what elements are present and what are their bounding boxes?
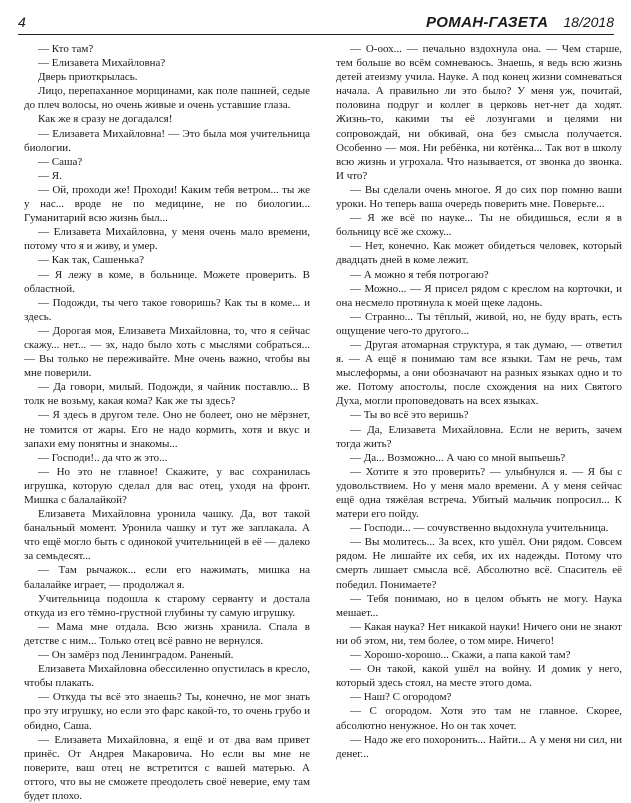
paragraph: — Какая наука? Нет никакой науки! Ничего они не знают ни об этом, ни, тем более, о том мире. Ничего! (336, 620, 622, 647)
paragraph: — Я. (38, 169, 62, 182)
paragraph: — Кто там? (38, 43, 94, 55)
paragraph: — Странно... Ты тёплый, живой, но, не буду врать, есть ощущение чего-то другого... (336, 310, 622, 337)
paragraph: — Саша? (38, 155, 83, 168)
page-number: 4 (18, 14, 26, 30)
paragraph: — Я же всё по науке... Ты не обидишься, если я в больницу всё же схожу... (336, 212, 622, 239)
right-column (336, 42, 622, 761)
paragraph: — Господи... — сочувственно выдохнула учительница. (350, 522, 609, 535)
paragraph: — О-оох... — печально вздохнула она. — Чем старше, тем больше во всём сомневаюсь. Знаешь, я ведь всю жизнь детей атеизму учила. Науке. А под конец жизни сомневаться начала. А правильно ли это было? У меня уж, почитай, половина подруг и коллег в церковь нет-нет да ходят. Жизнь-то, какими ты её лозунгами и целями ни сопровождай, ни обкивай, она без смысла получается. Особенно — моя. Ни ребёнка, ни котёнка... Так вот в школу всю жизнь и угрохала. Что называется, от звонка до звонка. И что? (336, 43, 622, 182)
paragraph: — Наш? С огородом? (350, 691, 452, 704)
paragraph: — Господи!.. да что ж это... (38, 451, 168, 464)
issue-number: 18/2018 (563, 14, 614, 30)
paragraph: — Елизавета Михайловна, у меня очень мало времени, потому что я и живу, и умер. (24, 226, 310, 253)
paragraph: — Ты во всё это веришь? (350, 409, 469, 422)
paragraph: — Да... Возможно... А чаю со мной выпьешь? (350, 451, 566, 464)
paragraph: — Дорогая моя, Елизавета Михайловна, то, что я сейчас скажу... нет... — эх, надо было хоть с мыслями собраться... — Вы только не переживайте. Мне очень важно, чтобы вы мне поверили. (24, 324, 310, 380)
paragraph: — Тебя понимаю, но в целом объять не могу. Наука мешает... (336, 592, 622, 619)
paragraph: — Подожди, ты чего такое говоришь? Как ты в коме... и здесь. (24, 296, 310, 323)
paragraph: Учительница подошла к старому серванту и достала откуда из его тёмно-грустной глубины ту самую игрушку. (24, 592, 310, 619)
paragraph: — Можно... — Я присел рядом с креслом на корточки, и она несмело протянула к моей щеке ладонь. (336, 282, 622, 309)
paragraph: — Другая атомарная структура, я так думаю, — ответил я. — А ещё я понимаю там все языки. Там не речь, там мыслеформы, а они обозначают на разных языках одно и то же. Потому апостолы, после схождения на них Святого Духа, могли проповедовать на всех языках. (336, 338, 622, 408)
paragraph: — Елизавета Михайловна, я ещё и от два вам привет принёс. От Андрея Макаровича. Но если вы мне не поверите, ваш отец не встретится с вашей матерью. А оттого, что вы не сможете преодолеть своё неверие, ему там будет плохо. (24, 733, 310, 802)
paragraph: — С огородом. Хотя это там не главное. Скорее, абсолютно ненужное. Но он так хочет. (336, 705, 622, 732)
paragraph: Дверь приоткрылась. (38, 71, 138, 84)
paragraph: — Как так, Сашенька? (38, 254, 145, 267)
paragraph: — Хотите я это проверить? — улыбнулся я. — Я бы с удовольствием. Но у меня мало времени. А у меня сейчас ещё одна тяжёлая встреча. Убитый мальчик попросил... К матери его пойду. (336, 465, 622, 521)
paragraph: — Вы сделали очень многое. Я до сих пор помню ваши уроки. Но теперь ваша очередь поверить мне. Поверьте... (336, 183, 622, 211)
left-column (24, 42, 310, 803)
paragraph: — Надо же его похоронить... Найти... А у меня ни сил, ни денег... (336, 733, 622, 760)
paragraph: — Да, Елизавета Михайловна. Если не верить, зачем тогда жить? (336, 423, 622, 450)
paragraph: — Ой, проходи же! Проходи! Каким тебя ветром... ты же у нас... вроде не по медицине, не по биологии... Гуманитарий всю жизнь был... (24, 183, 310, 225)
paragraph: — Мама мне отдала. Всю жизнь хранила. Спала в детстве с ним... Только отец всё равно не вернулся. (24, 620, 310, 647)
publication-name: РОМАН-ГАЗЕТА (426, 14, 549, 31)
paragraph: — Я здесь в другом теле. Оно не болеет, оно не мёрзнет, не томится от жары. Его не надо кормить, хотя и вкус и запахи ему понятны и знакомы... (24, 409, 310, 450)
paragraph: — Вы молитесь... За всех, кто ушёл. Они рядом. Совсем рядом. Не лишайте их себя, их их надежды. Потому что смерть лишает смысла всё. Абсолютно всё. Спаситель её победил. Понимаете? (336, 536, 622, 591)
paragraph: — Откуда ты всё это знаешь? Ты, конечно, не мог знать про эту игрушку, но если это фарс какой-то, то очень грубо и обидно, Саша. (24, 691, 310, 732)
paragraph: — Но это не главное! Скажите, у вас сохранилась игрушка, которую сделал для вас отец, уходя на фронт. Мишка с балалайкой? (24, 465, 310, 506)
paragraph: — А можно я тебя потрогаю? (350, 268, 489, 281)
paragraph: — Елизавета Михайловна! — Это была моя учительница биологии. (24, 127, 310, 154)
paragraph: — Я лежу в коме, в больнице. Можете проверить. В областной. (24, 268, 310, 295)
paragraph: — Нет, конечно. Как может обидеться человек, который двадцать дней в коме лежит. (336, 240, 622, 267)
paragraph: — Он такой, какой ушёл на войну. И домик у него, который здесь стоял, на месте этого дома. (336, 663, 622, 690)
paragraph: Елизавета Михайловна обессиленно опустилась в кресло, чтобы плакать. (24, 663, 310, 690)
paragraph: — Елизавета Михайловна? (38, 57, 166, 70)
paragraph: Лицо, перепаханное морщинами, как поле пашней, седые до плеч волосы, но очень живые и очень уставшие глаза. (24, 85, 310, 112)
paragraph: Елизавета Михайловна уронила чашку. Да, вот такой банальный момент. Уронила чашку и тут же заплакала. А что ещё могло быть с одинокой учительницей в её — далеко за семьдесят... (24, 508, 310, 563)
page-header (18, 14, 614, 35)
paragraph: Как же я сразу не догадался! (38, 113, 173, 126)
paragraph: — Да говори, милый. Подожди, я чайник поставлю... В толк не возьму, какая кома? Как же ты здесь? (24, 381, 310, 408)
paragraph: — Он замёрз под Ленинградом. Раненый. (38, 649, 234, 662)
paragraph: — Хорошо-хорошо... Скажи, а папа какой там? (350, 649, 571, 662)
paragraph: — Там рычажок... если его нажимать, мишка на балалайке играет, — продолжал я. (24, 564, 310, 591)
